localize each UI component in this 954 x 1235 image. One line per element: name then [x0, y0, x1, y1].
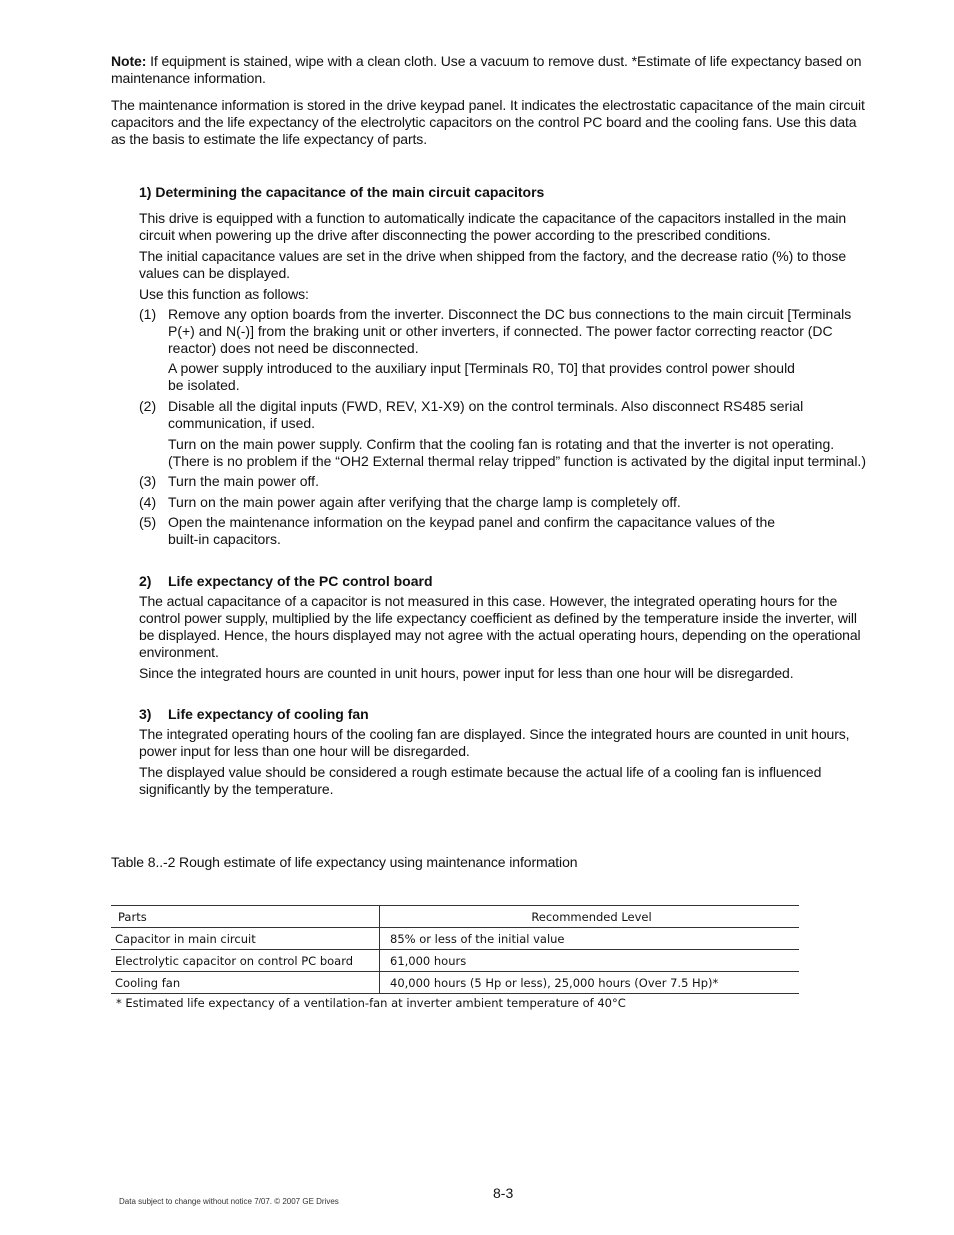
- section3-heading: Life expectancy of cooling fan: [168, 706, 369, 722]
- page-footer: Data subject to change without notice 7/07. © 2007 GE Drives: [119, 1197, 339, 1206]
- step-text: Open the maintenance information on the keypad panel and confirm the capacitance values of the built-in capacitors.: [168, 514, 776, 547]
- table-cell: 61,000 hours: [380, 950, 800, 972]
- section1-para3: Use this function as follows:: [139, 286, 309, 302]
- table-header-row: [111, 906, 799, 928]
- section2-para2: Since the integrated hours are counted in unit hours, power input for less than one hour will be disregarded.: [139, 665, 794, 681]
- step-text: Turn on the main power supply. Confirm that the cooling fan is rotating and that the inverter is not operating. (There is no problem if the “OH2 External thermal relay tripped” function is activated by the digital input terminal.): [168, 436, 866, 469]
- table-cell: Cooling fan: [111, 972, 380, 994]
- note-paragraph: [111, 53, 871, 87]
- section1-para1: This drive is equipped with a function to automatically indicate the capacitance of the capacitors installed in the main circuit when powering up the drive after disconnecting the power according to the prescribed conditions.: [139, 210, 847, 243]
- intro-paragraph: The maintenance information is stored in the drive keypad panel. It indicates the electrostatic capacitance of the main circuit capacitors and the life expectancy of the electrolytic capacitors on the control PC board and the cooling fans. Use this data as the basis to estimate the life expectancy of parts.: [111, 97, 865, 147]
- step-text: Turn the main power off.: [168, 473, 319, 489]
- table-cell: Electrolytic capacitor on control PC board: [111, 950, 380, 972]
- step-text: Turn on the main power again after verifying that the charge lamp is completely off.: [168, 494, 681, 510]
- section3-para2: The displayed value should be considered a rough estimate because the actual life of a cooling fan is influenced significantly by the temperature.: [139, 764, 822, 797]
- section1-heading: 1) Determining the capacitance of the main circuit capacitors: [139, 184, 545, 200]
- life-expectancy-table: [111, 905, 799, 994]
- table-cell: Capacitor in main circuit: [111, 928, 380, 950]
- step-number: (5): [139, 514, 157, 530]
- section2-number: 2): [139, 573, 152, 589]
- table-cell: 85% or less of the initial value: [380, 928, 800, 950]
- step-text: Remove any option boards from the inverter. Disconnect the DC bus connections to the main circuit [Terminals P(+) and N(-)] from the braking unit or other inverters, if connected. The power factor correcting reactor (DC reactor) does not need be disconnected.: [168, 306, 852, 356]
- note-text: If equipment is stained, wipe with a clean cloth. Use a vacuum to remove dust. *Estimate of life expectancy based on maintenance information.: [111, 53, 862, 86]
- note-label: Note:: [111, 53, 147, 69]
- table-row: [111, 972, 799, 994]
- step-text: A power supply introduced to the auxiliary input [Terminals R0, T0] that provides control power should be isolated.: [168, 360, 795, 393]
- step-number: (2): [139, 398, 157, 414]
- step-number: (4): [139, 494, 157, 510]
- table-row: [111, 950, 799, 972]
- page-number: 8-3: [493, 1185, 514, 1201]
- table-header-cell: Parts: [111, 906, 380, 928]
- section3-number: 3): [139, 706, 152, 722]
- section3-para1: The integrated operating hours of the cooling fan are displayed. Since the integrated hours are counted in unit hours, power input for less than one hour will be disregarded.: [139, 726, 850, 759]
- step-text: Disable all the digital inputs (FWD, REV, X1-X9) on the control terminals. Also disconnect RS485 serial communication, if used.: [168, 398, 804, 431]
- section2-para1: The actual capacitance of a capacitor is not measured in this case. However, the integrated operating hours for the control power supply, multiplied by the life expectancy coefficient as defined by the temperature inside the inverter, will be displayed. Hence, the hours displayed may not agree with the actual operating hours, depending on the operational environment.: [139, 593, 861, 660]
- section2-heading: Life expectancy of the PC control board: [168, 573, 433, 589]
- table-header-cell: Recommended Level: [380, 906, 800, 928]
- step-number: (3): [139, 473, 157, 489]
- table-caption: Table 8..-2 Rough estimate of life expectancy using maintenance information: [111, 854, 578, 870]
- table-footnote: * Estimated life expectancy of a ventilation-fan at inverter ambient temperature of 40°C: [116, 996, 626, 1010]
- section1-para2: The initial capacitance values are set in the drive when shipped from the factory, and the decrease ratio (%) to those values can be displayed.: [139, 248, 846, 281]
- table-row: [111, 928, 799, 950]
- table-cell: 40,000 hours (5 Hp or less), 25,000 hours (Over 7.5 Hp)*: [380, 972, 800, 994]
- step-number: (1): [139, 306, 157, 322]
